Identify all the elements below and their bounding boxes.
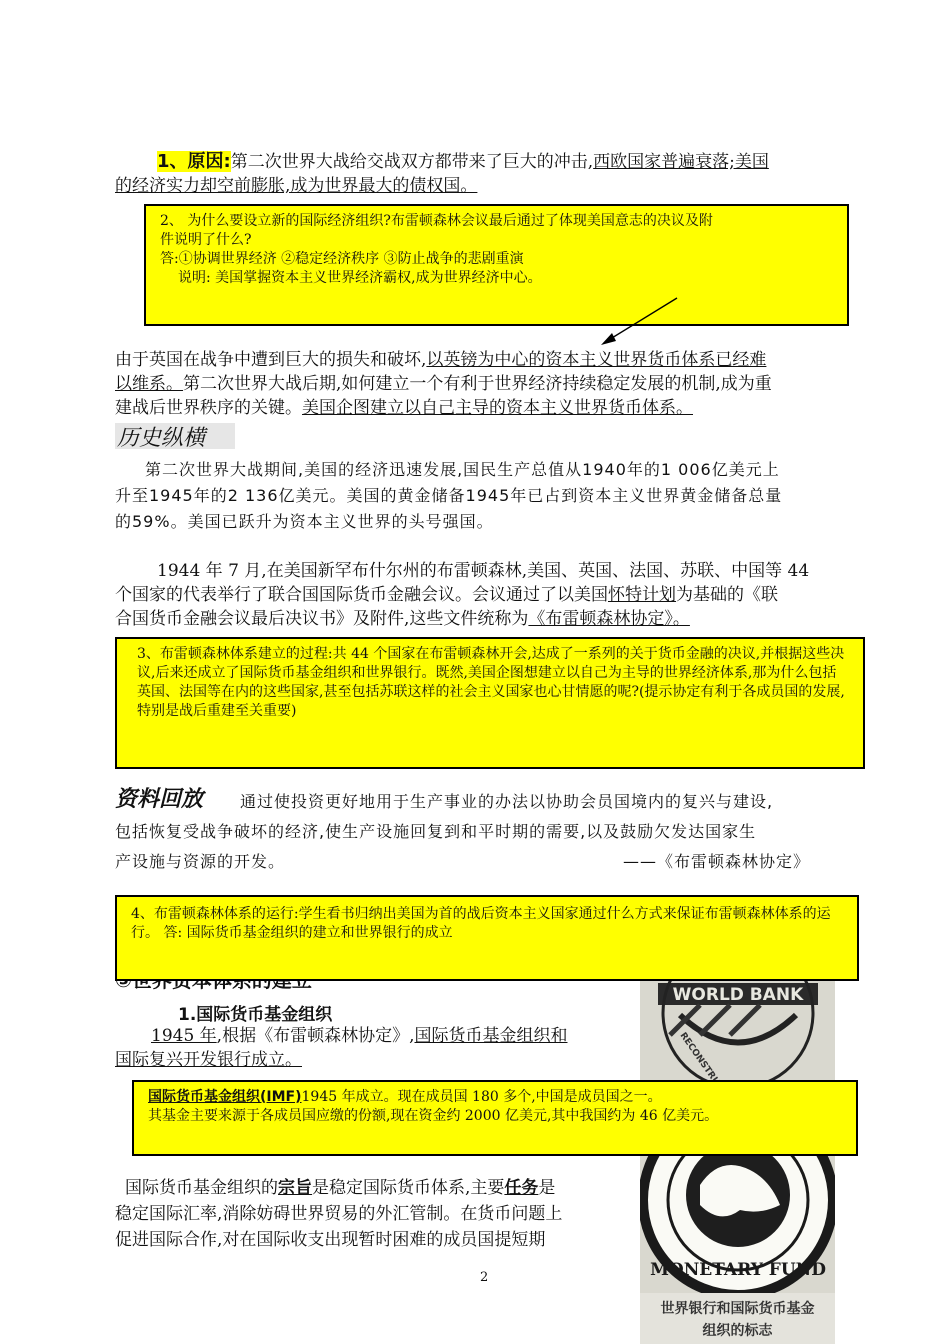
review-tag: 资料回放 [115, 786, 204, 812]
box5-label: 国际货币基金组织(IMF) [148, 1089, 302, 1105]
history-line3: 的59%。美国已跃升为资本主义世界的头号强国。 [115, 512, 494, 531]
purpose-para [115, 1175, 630, 1253]
history-tag: 历史纵横 [117, 426, 206, 451]
box5-text-b: 其基金主要来源于各成员国应缴的份额,现在资金约 2000 亿美元,其中我国约为 46 亿美元。 [148, 1108, 719, 1124]
purpose-zongzhi: 宗旨 [278, 1178, 312, 1198]
review-text [115, 787, 865, 877]
white-plan: 怀特计划 [608, 585, 676, 605]
history-line1: 第二次世界大战期间,美国的经济迅速发展,国民生产总值从1940年的1 006亿美元上 [145, 460, 780, 479]
purpose-line3: 促进国际合作,对在国际收支出现暂时困难的成员国提短期 [115, 1230, 546, 1250]
wb-title: WORLD BANK [672, 985, 804, 1005]
para2-f: 美国企图建立以自己主导的资本主义世界货币体系。 [302, 398, 693, 418]
section1-text-b: 西欧国家普遍衰落;美国 [593, 152, 769, 172]
imf-text-a: ,根据《布雷顿森林协定》, [216, 1026, 415, 1046]
review-line3: 产设施与资源的开发。 [115, 852, 286, 871]
box2-line4: 说明: 美国掌握资本主义世界经济霸权,成为世界经济中心。 [178, 270, 542, 286]
imf-ring-text: MONETARY FUND [650, 1260, 826, 1280]
box3-text: 3、布雷顿森林体系建立的过程:共 44 个国家在布雷顿森林开会,达成了一系列的关于货币金融的决议,并根据这些决议,后来还成立了国际货币基金组织和世界银行。既然,美国企图想建立以自己为主导的世界经济体系,那为什么包括英国、法国等在内的这些国家,甚至包括苏联这样的社会主义国家也心甘情愿的呢?(提示协定有利于各成员国的发展,特别是战后重建至关重要) [137, 646, 845, 719]
purpose-line2: 稳定国际汇率,消除妨碍世界贸易的外汇管制。在货币问题上 [115, 1204, 563, 1224]
logos-image [640, 975, 835, 1344]
review-source: ——《布雷顿森林协定》 [623, 852, 811, 871]
imf-info-box [132, 1080, 858, 1156]
imf-heading: 1.国际货币基金组织 [178, 1005, 333, 1025]
box2-line3: 答:①协调世界经济 ②稳定经济秩序 ③防止战争的悲剧重演 [160, 251, 524, 267]
history-line2: 升至1945年的2 136亿美元。美国的黄金储备1945年已占到资本主义世界黄金储备总量 [115, 486, 783, 505]
section1-label: 1、原因: [157, 151, 231, 172]
logos-svg [640, 975, 835, 1344]
box5-text-a: 1945 年成立。现在成员国 180 多个,中国是成员国之一。 [301, 1089, 662, 1105]
para2-a: 由于英国在战争中遭到巨大的损失和破坏, [115, 350, 427, 370]
para2 [115, 348, 865, 420]
imf-para [115, 1024, 630, 1072]
review-line2: 包括恢复受战争破坏的经济,使生产设施回复到和平时期的需要,以及鼓励欠发达国家生 [115, 822, 757, 841]
bretton-woods-agreement: 《布雷顿森林协定》。 [528, 609, 690, 629]
para2-b: 以英镑为中心的资本主义世界货币体系已经难 [426, 350, 767, 370]
section1-para [115, 150, 865, 198]
logo-caption-2: 组织的标志 [702, 1323, 773, 1339]
purpose-b: 是稳定国际货币体系,主要 [312, 1178, 505, 1198]
section1-text-c: 的经济实力却空前膨胀,成为世界最大的债权国。 [115, 176, 478, 196]
para2-e: 建战后世界秩序的关键。 [115, 398, 302, 418]
question-box-3 [115, 637, 865, 769]
question-box-4 [115, 895, 859, 981]
box4-text: 4、布雷顿森林体系的运行:学生看书归纳出美国为首的战后资本主义国家通过什么方式来保证布雷顿森林体系的运行。 答: 国际货币基金组织的建立和世界银行的成立 [131, 906, 831, 941]
review-line1: 通过使投资更好地用于生产事业的办法以协助会员国境内的复兴与建设, [240, 792, 774, 811]
history-text [115, 457, 865, 535]
para3 [115, 559, 865, 631]
question-box-2 [144, 204, 849, 326]
purpose-c: 是 [538, 1178, 556, 1198]
para3-line2: 个国家的代表举行了联合国国际货币金融会议。会议通过了以美国 [115, 585, 608, 605]
logo-caption [640, 1298, 835, 1342]
page-number: 2 [480, 1270, 489, 1285]
box2-line2: 件说明了什么? [160, 232, 252, 248]
para2-c: 以维系。 [115, 374, 183, 394]
purpose-a: 国际货币基金组织的 [125, 1178, 278, 1198]
purpose-renwu: 任务 [504, 1178, 539, 1198]
logo-caption-1: 世界银行和国际货币基金 [660, 1301, 815, 1317]
box2-line1: 2、 为什么要设立新的国际经济组织?布雷顿森林会议最后通过了体现美国意志的决议及附 [160, 213, 713, 229]
para3-line3: 合国货币金融会议最后决议书》及附件,这些文件统称为 [115, 609, 529, 629]
pointer-arrow [595, 295, 685, 350]
imf-text-b: 国际货币基金组织和 [414, 1026, 568, 1046]
para2-d: 第二次世界大战后期,如何建立一个有利于世界经济持续稳定发展的机制,成为重 [183, 374, 772, 394]
section1-text-a: 第二次世界大战给交战双方都带来了巨大的冲击, [230, 152, 594, 172]
imf-text-c: 国际复兴开发银行成立。 [115, 1050, 302, 1070]
para3-line2b: 为基础的《联 [676, 585, 778, 605]
imf-year: 1945 年 [151, 1026, 217, 1046]
para3-line1: 1944 年 7 月,在美国新罕布什尔州的布雷顿森林,美国、英国、法国、苏联、中国等 44 [157, 561, 810, 581]
